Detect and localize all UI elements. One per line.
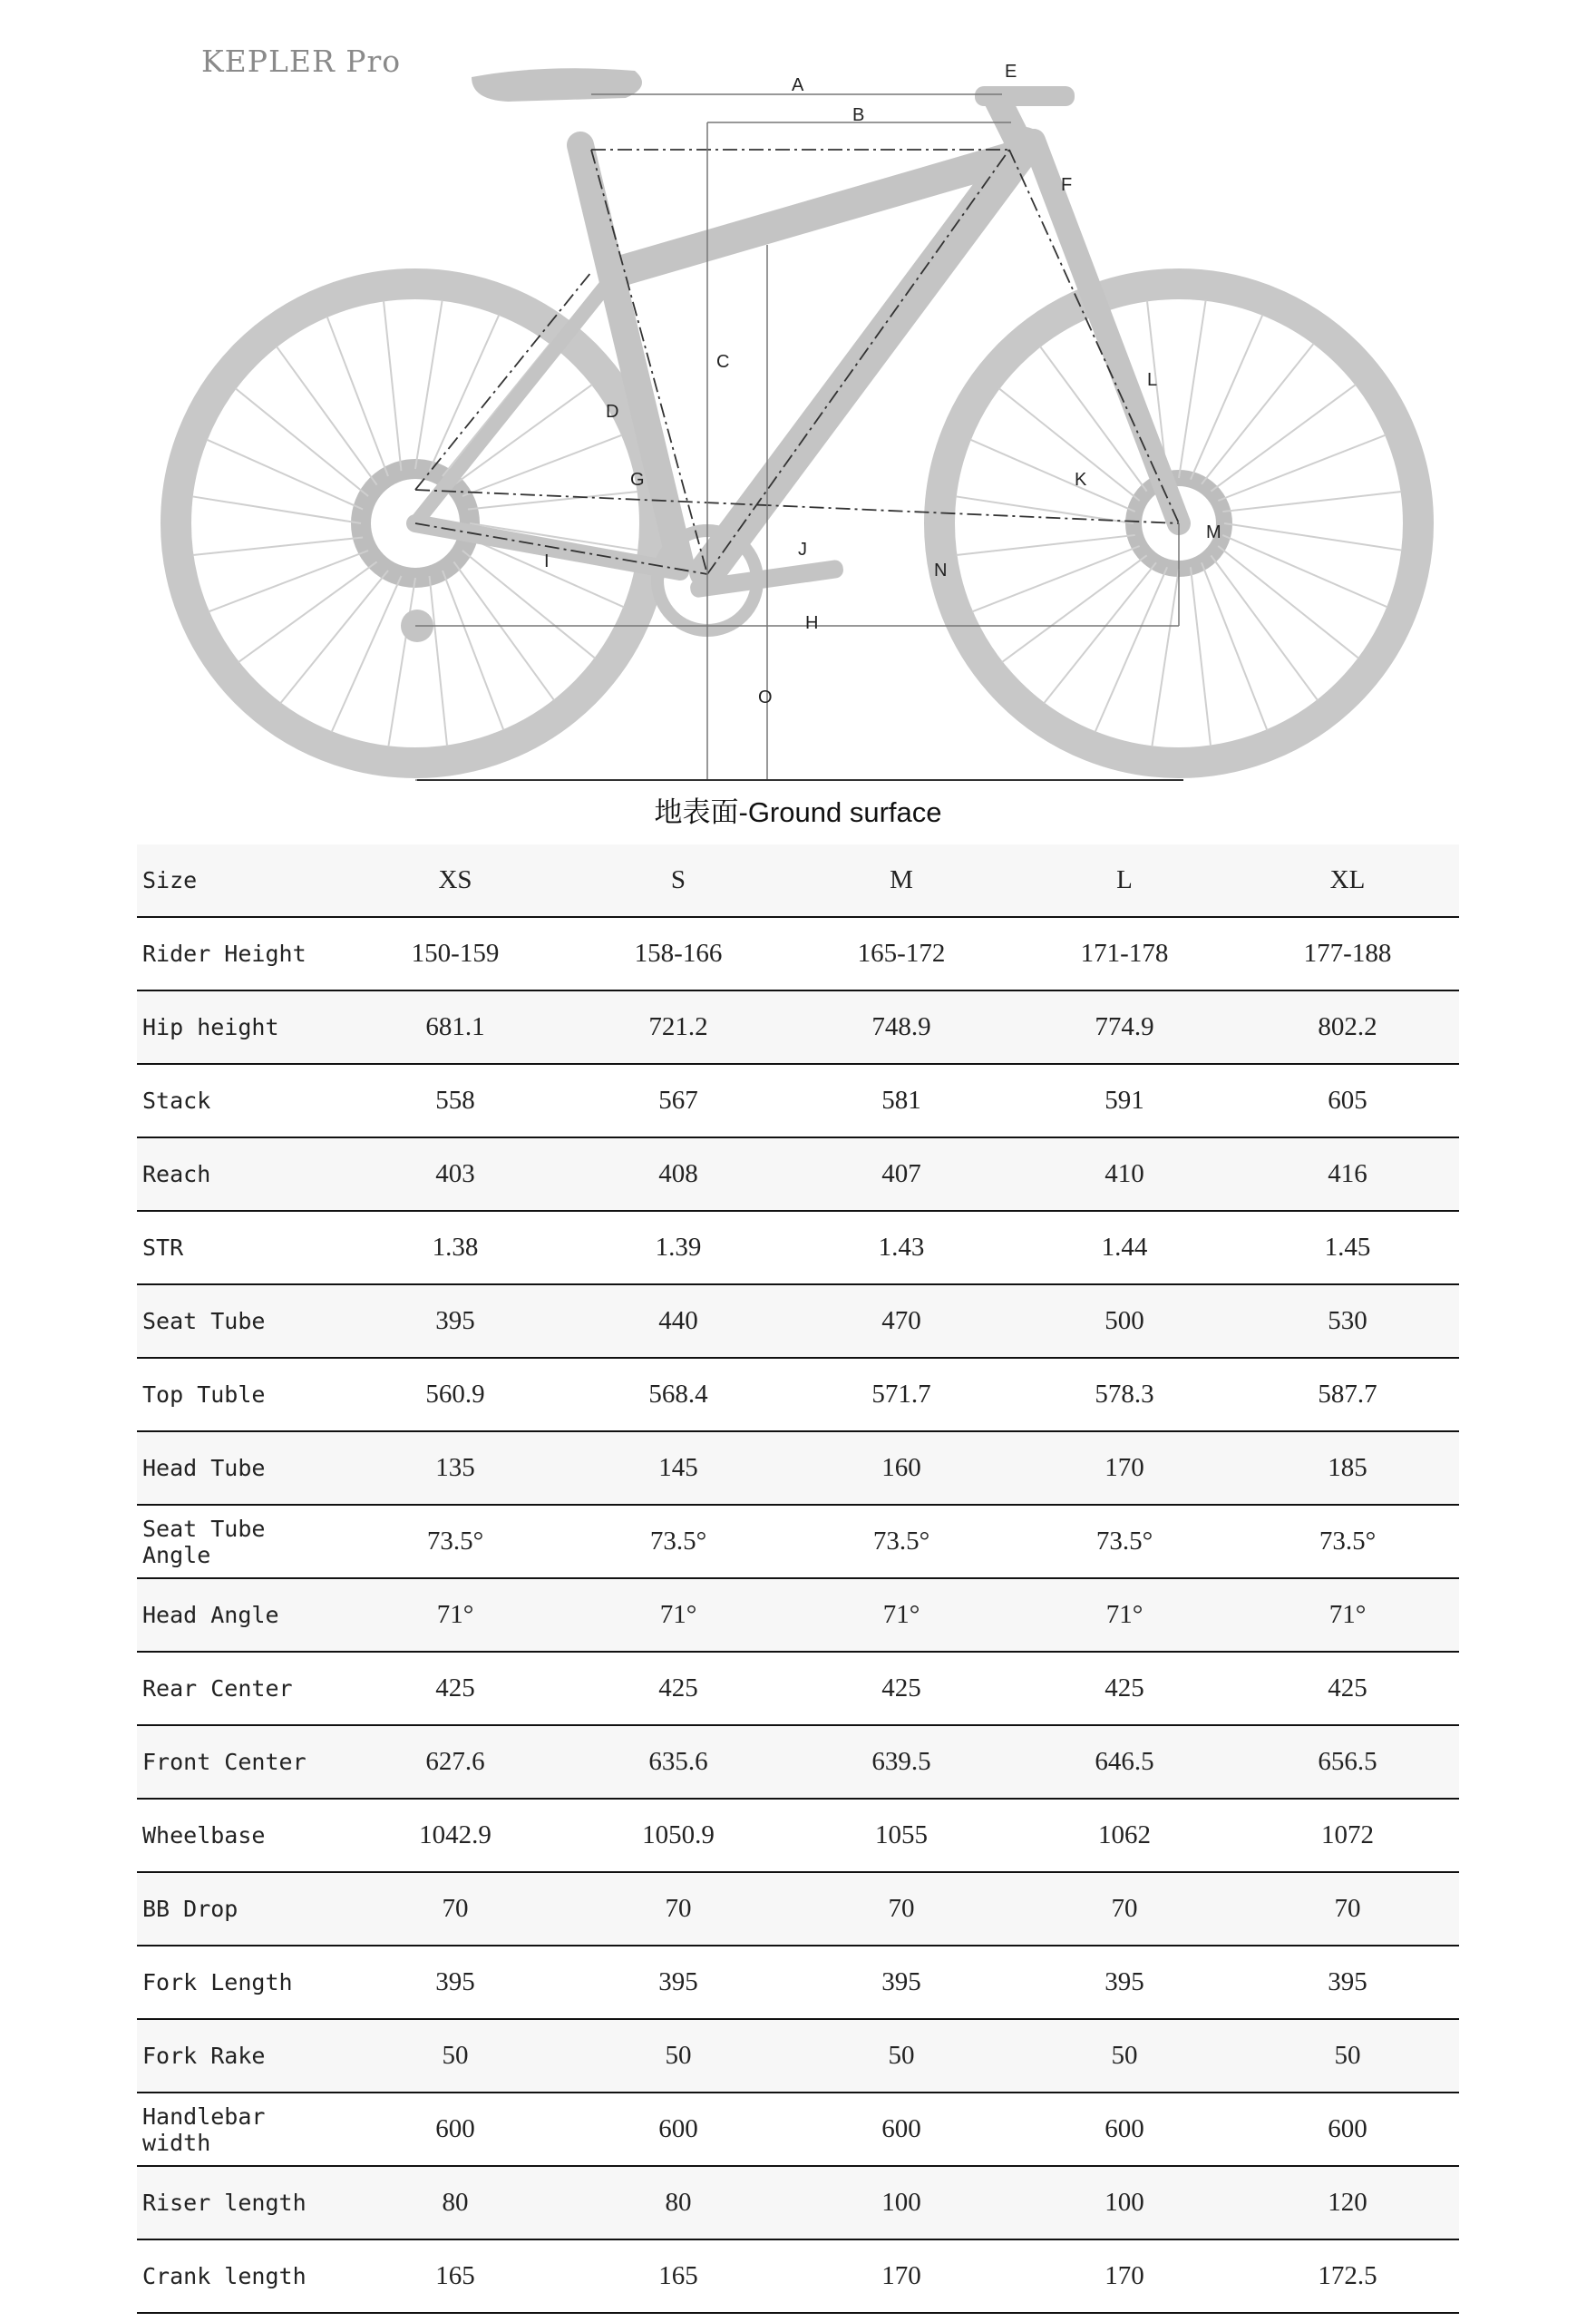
table-cell: 440 [567, 1284, 790, 1358]
table-row [137, 1211, 1459, 1284]
bike-frame [415, 100, 1179, 571]
wheel-spoke [277, 346, 377, 485]
table-row [137, 1505, 1459, 1578]
table-cell: 70 [567, 1872, 790, 1946]
svg-text:I: I [544, 551, 550, 571]
table-cell: 568.4 [567, 1358, 790, 1431]
table-cell: 600 [567, 2093, 790, 2166]
wheel-spoke [388, 578, 415, 746]
table-cell: 1050.9 [567, 1799, 790, 1872]
table-cell: 1042.9 [344, 1799, 567, 1872]
table-cell: 165 [344, 2239, 567, 2313]
table-cell: 681.1 [344, 990, 567, 1064]
wheel-spoke [236, 388, 368, 496]
svg-text:F: F [1061, 175, 1073, 195]
wheel-spoke [468, 492, 638, 510]
wheel-spoke [280, 571, 388, 703]
table-cell: 170 [1013, 2239, 1236, 2313]
svg-text:A: A [792, 75, 804, 95]
wheel-spoke [1095, 567, 1167, 732]
table-cell: 71° [567, 1578, 790, 1652]
table-cell: 73.5° [1013, 1505, 1236, 1578]
table-cell: 50 [344, 2019, 567, 2093]
table-cell: 1062 [1013, 1799, 1236, 1872]
table-cell: 395 [567, 1946, 790, 2019]
row-label: STR [137, 1211, 344, 1284]
wheel-spoke [970, 440, 1135, 512]
svg-text:H: H [805, 613, 819, 633]
table-row [137, 1064, 1459, 1137]
table-cell: 73.5° [567, 1505, 790, 1578]
table-cell: 150-159 [344, 917, 567, 990]
svg-text:E: E [1005, 62, 1017, 82]
wheel-spoke [430, 315, 500, 471]
wheel-spoke [207, 440, 363, 510]
wheel-spoke [1224, 523, 1402, 551]
table-cell: 70 [344, 1872, 567, 1946]
wheel-spoke [453, 561, 554, 700]
row-label: Seat Tube [137, 1284, 344, 1358]
table-row [137, 1725, 1459, 1799]
table-cell: 416 [1236, 1137, 1459, 1211]
header-size-xl: XL [1236, 844, 1459, 917]
table-cell: 395 [1013, 1946, 1236, 2019]
table-cell: 558 [344, 1064, 567, 1137]
table-cell: 71° [1236, 1578, 1459, 1652]
wheel-spoke [1222, 535, 1387, 607]
table-cell: 425 [790, 1652, 1013, 1725]
table-cell: 71° [1013, 1578, 1236, 1652]
row-label: Riser length [137, 2166, 344, 2239]
table-cell: 80 [567, 2166, 790, 2239]
table-cell: 395 [344, 1946, 567, 2019]
table-cell: 530 [1236, 1284, 1459, 1358]
table-cell: 581 [790, 1064, 1013, 1137]
table-cell: 170 [790, 2239, 1013, 2313]
table-cell: 410 [1013, 1137, 1236, 1211]
svg-text:J: J [798, 540, 807, 560]
table-cell: 627.6 [344, 1725, 567, 1799]
table-cell: 70 [1013, 1872, 1236, 1946]
row-label: Stack [137, 1064, 344, 1137]
wheel-spoke [956, 535, 1134, 555]
wheel-spoke [1152, 569, 1179, 746]
table-row [137, 2239, 1459, 2313]
table-cell: 1.39 [567, 1211, 790, 1284]
table-row [137, 2019, 1459, 2093]
header-size-xs: XS [344, 844, 567, 917]
row-label: Head Tube [137, 1431, 344, 1505]
row-label: BB Drop [137, 1872, 344, 1946]
header-size-l: L [1013, 844, 1236, 917]
table-cell: 395 [344, 1284, 567, 1358]
table-cell: 172.5 [1236, 2239, 1459, 2313]
table-cell: 408 [567, 1137, 790, 1211]
table-cell: 639.5 [790, 1725, 1013, 1799]
table-cell: 407 [790, 1137, 1013, 1211]
table-cell: 470 [790, 1284, 1013, 1358]
table-cell: 50 [567, 2019, 790, 2093]
table-cell: 600 [790, 2093, 1013, 2166]
table-cell: 591 [1013, 1064, 1236, 1137]
table-cell: 170 [1013, 1431, 1236, 1505]
table-cell: 50 [790, 2019, 1013, 2093]
table-row [137, 990, 1459, 1064]
table-cell: 120 [1236, 2166, 1459, 2239]
table-cell: 1.44 [1013, 1211, 1236, 1284]
table-cell: 165 [567, 2239, 790, 2313]
wheel-spoke [443, 571, 503, 730]
table-cell: 158-166 [567, 917, 790, 990]
table-cell: 656.5 [1236, 1725, 1459, 1799]
svg-text:D: D [606, 402, 619, 422]
row-label: Crank length [137, 2239, 344, 2313]
header-size-label: Size [137, 844, 344, 917]
wheel-spoke [327, 317, 388, 476]
table-cell: 425 [1236, 1652, 1459, 1725]
table-cell: 1.43 [790, 1211, 1013, 1284]
table-header-row [137, 844, 1459, 917]
table-cell: 70 [790, 1872, 1013, 1946]
table-cell: 185 [1236, 1431, 1459, 1505]
row-label: Fork Rake [137, 2019, 344, 2093]
table-cell: 145 [567, 1431, 790, 1505]
table-cell: 100 [1013, 2166, 1236, 2239]
ground-surface-label: 地表面-Ground surface [654, 796, 942, 828]
table-row [137, 1946, 1459, 2019]
table-cell: 605 [1236, 1064, 1459, 1137]
table-cell: 600 [1236, 2093, 1459, 2166]
row-label: Front Center [137, 1725, 344, 1799]
table-cell: 1.45 [1236, 1211, 1459, 1284]
wheel-spoke [209, 551, 368, 611]
table-cell: 73.5° [1236, 1505, 1459, 1578]
table-cell: 1.38 [344, 1211, 567, 1284]
table-row [137, 917, 1459, 990]
table-row [137, 1578, 1459, 1652]
table-cell: 587.7 [1236, 1358, 1459, 1431]
svg-text:B: B [852, 105, 865, 125]
row-label: Hip height [137, 990, 344, 1064]
table-cell: 71° [344, 1578, 567, 1652]
row-label: Wheelbase [137, 1799, 344, 1872]
wheel-spoke [238, 561, 377, 662]
table-cell: 567 [567, 1064, 790, 1137]
table-row [137, 1799, 1459, 1872]
table-row [137, 1284, 1459, 1358]
svg-text:O: O [758, 688, 773, 707]
table-cell: 403 [344, 1137, 567, 1211]
row-label: Rear Center [137, 1652, 344, 1725]
table-cell: 425 [567, 1652, 790, 1725]
table-cell: 635.6 [567, 1725, 790, 1799]
row-label: Fork Length [137, 1946, 344, 2019]
table-cell: 160 [790, 1431, 1013, 1505]
table-cell: 165-172 [790, 917, 1013, 990]
wheel-spoke [430, 576, 448, 746]
table-cell: 395 [790, 1946, 1013, 2019]
svg-text:G: G [630, 470, 645, 490]
svg-text:M: M [1206, 522, 1221, 542]
table-row [137, 1137, 1459, 1211]
table-cell: 721.2 [567, 990, 790, 1064]
table-cell: 135 [344, 1431, 567, 1505]
header-size-s: S [567, 844, 790, 917]
table-cell: 73.5° [790, 1505, 1013, 1578]
svg-text:K: K [1075, 470, 1087, 490]
bike-geometry-diagram [0, 0, 1596, 798]
wheel-spoke [1179, 300, 1206, 478]
table-cell: 73.5° [344, 1505, 567, 1578]
table-row [137, 2093, 1459, 2166]
table-cell: 748.9 [790, 990, 1013, 1064]
wheel-spoke [443, 344, 550, 476]
row-label: Rider Height [137, 917, 344, 990]
table-cell: 50 [1013, 2019, 1236, 2093]
row-label: Handlebar width [137, 2093, 344, 2166]
table-row [137, 1652, 1459, 1725]
wheel-spoke [192, 496, 361, 523]
table-cell: 177-188 [1236, 917, 1459, 990]
svg-text:L: L [1147, 370, 1158, 390]
model-title: KEPLER Pro [201, 44, 402, 79]
table-cell: 50 [1236, 2019, 1459, 2093]
table-cell: 500 [1013, 1284, 1236, 1358]
table-cell: 802.2 [1236, 990, 1459, 1064]
wheel-spoke [1191, 315, 1262, 480]
table-cell: 70 [1236, 1872, 1459, 1946]
table-cell: 1072 [1236, 1799, 1459, 1872]
table-row [137, 2166, 1459, 2239]
table-cell: 80 [344, 2166, 567, 2239]
geometry-table [137, 844, 1459, 2314]
wheel-spoke [384, 300, 402, 471]
svg-text:N: N [934, 561, 948, 580]
wheel-spoke [332, 576, 402, 732]
table-row [137, 1872, 1459, 1946]
wheel-spoke [462, 551, 595, 659]
row-label: Reach [137, 1137, 344, 1211]
row-label: Head Angle [137, 1578, 344, 1652]
table-row [137, 1431, 1459, 1505]
wheel-spoke [1191, 567, 1211, 746]
table-cell: 171-178 [1013, 917, 1236, 990]
header-size-m: M [790, 844, 1013, 917]
wheel-spoke [192, 538, 363, 556]
table-cell: 560.9 [344, 1358, 567, 1431]
wheel-spoke [956, 496, 1134, 523]
table-cell: 100 [790, 2166, 1013, 2239]
table-cell: 1055 [790, 1799, 1013, 1872]
table-cell: 71° [790, 1578, 1013, 1652]
table-row [137, 1358, 1459, 1431]
table-cell: 578.3 [1013, 1358, 1236, 1431]
table-cell: 646.5 [1013, 1725, 1236, 1799]
table-cell: 425 [344, 1652, 567, 1725]
row-label: Seat Tube Angle [137, 1505, 344, 1578]
table-cell: 395 [1236, 1946, 1459, 2019]
svg-text:C: C [716, 352, 730, 372]
wheel-spoke [415, 300, 443, 469]
table-cell: 600 [344, 2093, 567, 2166]
table-cell: 600 [1013, 2093, 1236, 2166]
wheel-spoke [1222, 492, 1401, 512]
row-label: Top Tuble [137, 1358, 344, 1431]
table-cell: 774.9 [1013, 990, 1236, 1064]
table-cell: 425 [1013, 1652, 1236, 1725]
table-cell: 571.7 [790, 1358, 1013, 1431]
